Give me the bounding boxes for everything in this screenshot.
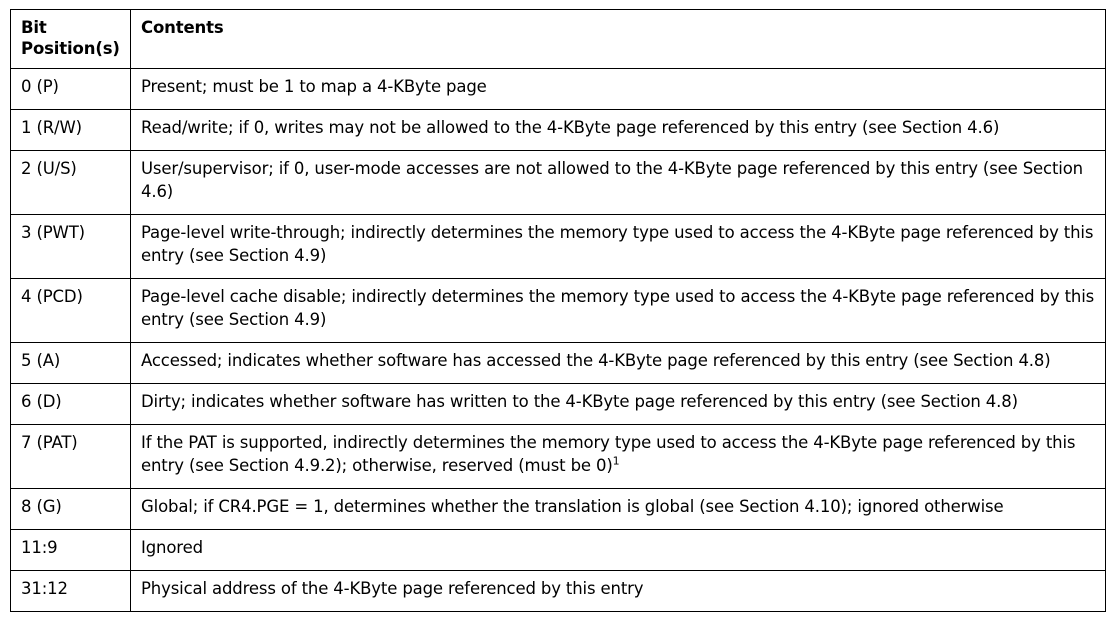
contents-text: If the PAT is supported, indirectly determines the memory type used to access the 4-KByte page referenced by this entry (see Section 4.9.2); otherwise, reserved (must be 0) (141, 433, 1076, 475)
bit-position-cell: 31:12 (11, 571, 131, 612)
table-row (11, 343, 1106, 384)
contents-header: Contents (131, 10, 1106, 69)
table-header-row (11, 10, 1106, 69)
contents-cell: Page-level write-through; indirectly determines the memory type used to access the 4-KByte page referenced by this entry (see Section 4.9) (131, 215, 1106, 279)
table-row (11, 279, 1106, 343)
bit-position-cell: 4 (PCD) (11, 279, 131, 343)
table-row (11, 151, 1106, 215)
footnote-marker: 1 (612, 454, 620, 468)
bit-position-header (11, 10, 131, 69)
table-row (11, 110, 1106, 151)
bit-position-cell: 5 (A) (11, 343, 131, 384)
table-row (11, 384, 1106, 425)
table-row (11, 489, 1106, 530)
contents-cell: Dirty; indicates whether software has written to the 4-KByte page referenced by this entry (see Section 4.8) (131, 384, 1106, 425)
table-row (11, 69, 1106, 110)
table-row (11, 215, 1106, 279)
bit-position-cell: 7 (PAT) (11, 425, 131, 489)
contents-cell: Global; if CR4.PGE = 1, determines whether the translation is global (see Section 4.10); ignored otherwise (131, 489, 1106, 530)
bit-position-cell: 0 (P) (11, 69, 131, 110)
contents-cell: Page-level cache disable; indirectly determines the memory type used to access the 4-KByte page referenced by this entry (see Section 4.9) (131, 279, 1106, 343)
bit-position-cell: 8 (G) (11, 489, 131, 530)
contents-cell: User/supervisor; if 0, user-mode accesses are not allowed to the 4-KByte page referenced by this entry (see Section 4.6) (131, 151, 1106, 215)
bit-position-cell: 11:9 (11, 530, 131, 571)
page-table-entry-format-table (10, 9, 1106, 612)
contents-cell: Read/write; if 0, writes may not be allowed to the 4-KByte page referenced by this entry (see Section 4.6) (131, 110, 1106, 151)
table-row (11, 571, 1106, 612)
bit-position-header-line2: Position(s) (21, 39, 120, 58)
bit-position-cell: 1 (R/W) (11, 110, 131, 151)
bit-position-header-line1: Bit (21, 18, 47, 37)
table-row (11, 425, 1106, 489)
bit-position-cell: 2 (U/S) (11, 151, 131, 215)
table-row (11, 530, 1106, 571)
contents-cell: Physical address of the 4-KByte page referenced by this entry (131, 571, 1106, 612)
contents-cell: Present; must be 1 to map a 4-KByte page (131, 69, 1106, 110)
contents-cell: Accessed; indicates whether software has accessed the 4-KByte page referenced by this entry (see Section 4.8) (131, 343, 1106, 384)
bit-position-cell: 3 (PWT) (11, 215, 131, 279)
contents-cell: Ignored (131, 530, 1106, 571)
bit-position-cell: 6 (D) (11, 384, 131, 425)
contents-cell (131, 425, 1106, 489)
